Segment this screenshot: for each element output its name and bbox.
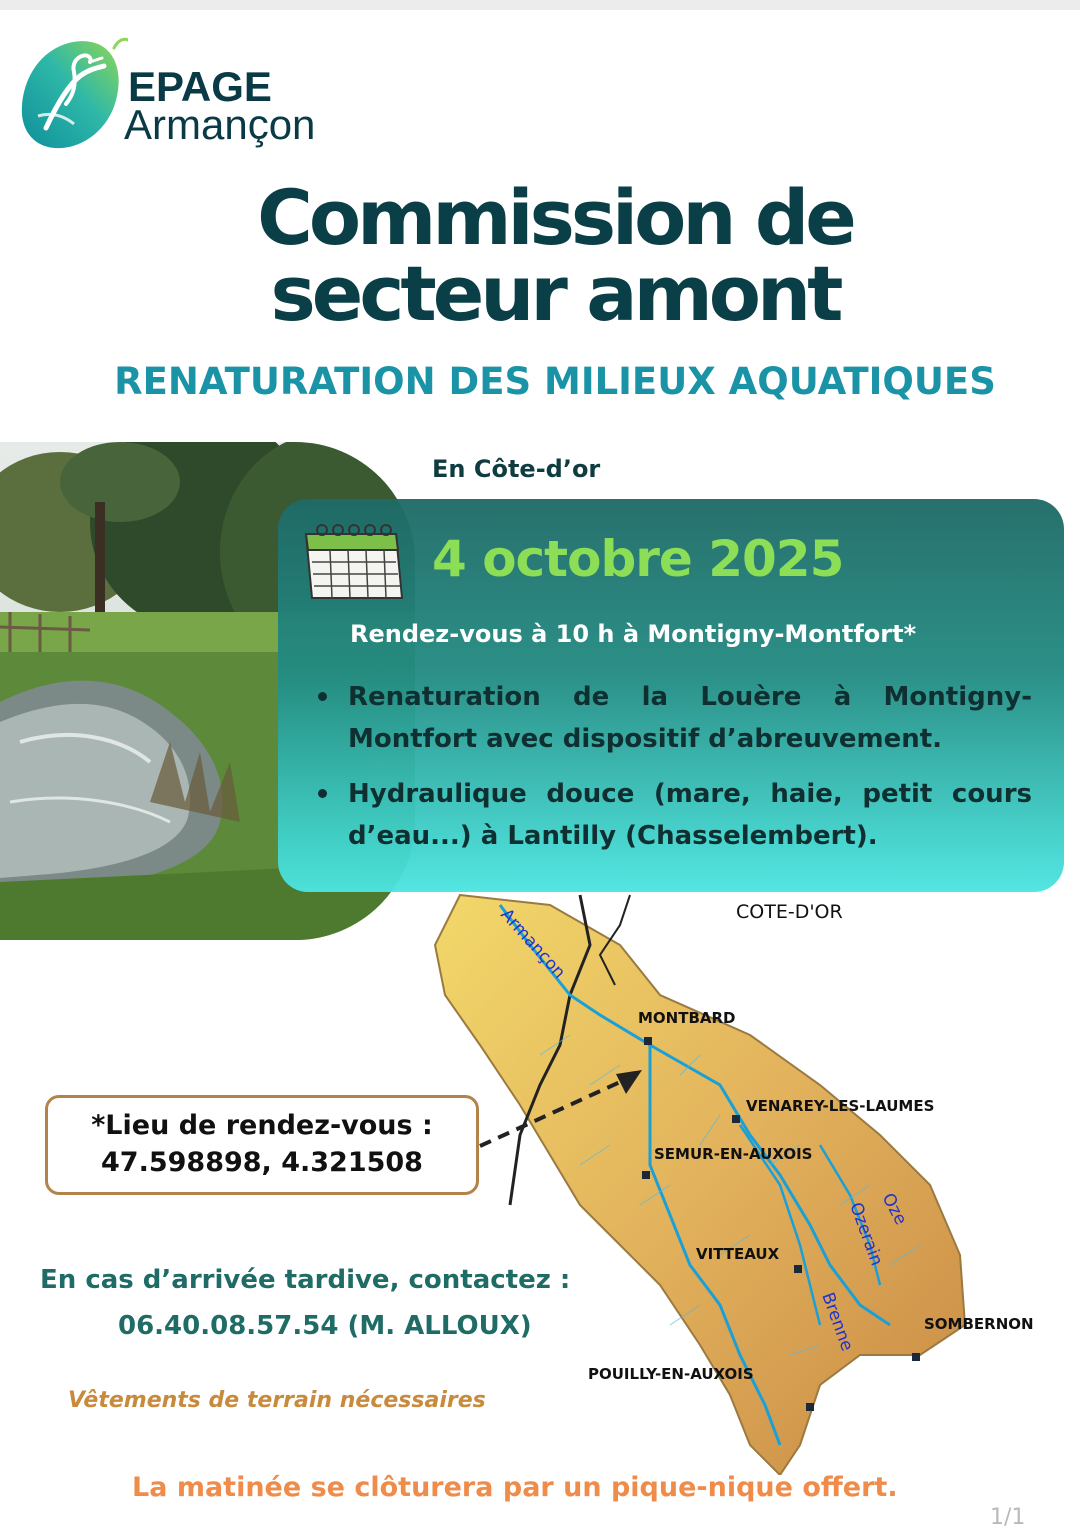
bullet-dot-icon [318,692,327,701]
watershed-map [420,885,1080,1475]
map-town-montbard: MONTBARD [638,1009,736,1027]
map-river-armancon: Armançon [496,904,570,983]
map-town-venarey: VENAREY-LES-LAUMES [746,1097,935,1115]
list-item [314,773,1032,857]
late-arrival-text: En cas d’arrivée tardive, contactez : [40,1265,571,1295]
page-number: 1/1 [990,1505,1026,1529]
map-town-vitteaux: VITTEAUX [696,1245,780,1263]
page-title-line-1: Commission de [257,173,853,262]
page-title [0,173,1080,338]
map-river-ozerain: Ozerain [845,1199,887,1269]
meeting-info: Rendez-vous à 10 h à Montigny-Montfort* [350,620,917,648]
logo-title: EPAGE [128,63,272,110]
map-river-brenne: Brenne [817,1289,857,1354]
map-region-label: COTE-D'OR [736,901,843,923]
list-item-text: Renaturation de la Louère à Montigny-Montfort avec dispositif d’abreuvement. [348,682,1032,754]
location-title: *Lieu de rendez-vous : [91,1110,433,1141]
region-label: En Côte-d’or [432,455,601,483]
pouilly-marker [806,1403,814,1411]
contact-phone: 06.40.08.57.54 (M. ALLOUX) [118,1311,532,1341]
location-box [45,1095,479,1195]
montbard-marker [644,1037,652,1045]
event-bullet-list [314,676,1032,870]
sombernon-marker [912,1353,920,1361]
list-item [314,676,1032,760]
vitteaux-marker [794,1265,802,1273]
clothing-note: Vêtements de terrain nécessaires [68,1388,486,1413]
venarey-marker [732,1115,740,1123]
map-town-semur: SEMUR-EN-AUXOIS [654,1145,813,1163]
page-subtitle: RENATURATION DES MILIEUX AQUATIQUES [114,360,996,403]
event-date: 4 octobre 2025 [432,530,844,588]
dashed-arrow-icon [470,1060,660,1160]
list-item-text: Hydraulique douce (mare, haie, petit cours d’eau...) à Lantilly (Chasselembert). [348,779,1032,851]
map-town-pouilly: POUILLY-EN-AUXOIS [588,1365,754,1383]
map-town-sombernon: SOMBERNON [924,1315,1034,1333]
bullet-dot-icon [318,789,327,798]
map-river-oze: Oze [877,1189,911,1229]
calendar-icon [298,518,408,604]
picnic-note: La matinée se clôturera par un pique-nique offert. [132,1472,898,1503]
top-strip [0,0,1080,10]
page-title-line-2: secteur amont [270,249,840,338]
logo-subtitle: Armançon [124,101,316,148]
location-coordinates: 47.598898, 4.321508 [101,1147,423,1178]
semur-marker [642,1171,650,1179]
leaf-heron-logo-icon [18,32,128,150]
